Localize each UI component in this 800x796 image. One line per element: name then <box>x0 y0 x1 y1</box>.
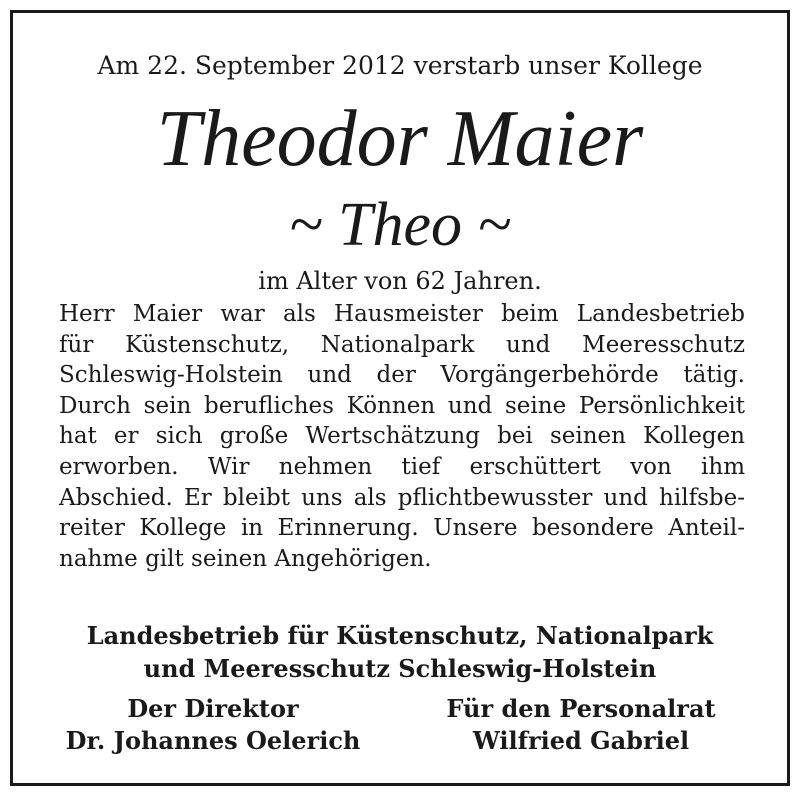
body-line: hat er sich große Wertschätzung bei seinen Kollegen <box>59 423 745 450</box>
signatory-name: Wilfried Gabriel <box>472 726 690 755</box>
body-line: Abschied. Er bleibt uns als pflichtbewusster und hilfsbe- <box>59 484 745 511</box>
deceased-nickname: ~ Theo ~ <box>288 191 512 259</box>
organization-line: Landesbetrieb für Küstenschutz, Nationalpark <box>86 621 714 650</box>
signatory-role: Für den Personalrat <box>446 694 716 723</box>
body-line: für Küstenschutz, Nationalpark und Meeresschutz <box>59 331 745 358</box>
body-line: Schleswig-Holstein und der Vorgängerbehörde tätig. <box>59 362 745 389</box>
obituary-frame <box>10 10 790 786</box>
body-line: erworben. Wir nehmen tief erschüttert von ihm <box>59 453 745 480</box>
organization-name <box>13 619 787 685</box>
signatory-staff-council <box>411 693 751 757</box>
deceased-name: Theodor Maier <box>156 95 644 183</box>
body-line: Durch sein berufliches Können und seine Persönlichkeit <box>59 392 745 419</box>
signatory-role: Der Direktor <box>127 694 299 723</box>
age-line: im Alter von 62 Jahren. <box>258 267 542 295</box>
body-line: Herr Maier war als Hausmeister beim Landesbetrieb <box>59 301 745 327</box>
obituary-body <box>59 299 745 574</box>
intro-line: Am 22. September 2012 verstarb unser Kollege <box>97 51 703 80</box>
organization-line: und Meeresschutz Schleswig-Holstein <box>143 654 657 683</box>
body-line: nahme gilt seinen Angehörigen. <box>59 545 432 572</box>
signatory-name: Dr. Johannes Oelerich <box>65 726 361 755</box>
signatory-director <box>43 693 383 757</box>
body-line: reiter Kollege in Erinnerung. Unsere besondere Anteil- <box>59 515 745 542</box>
